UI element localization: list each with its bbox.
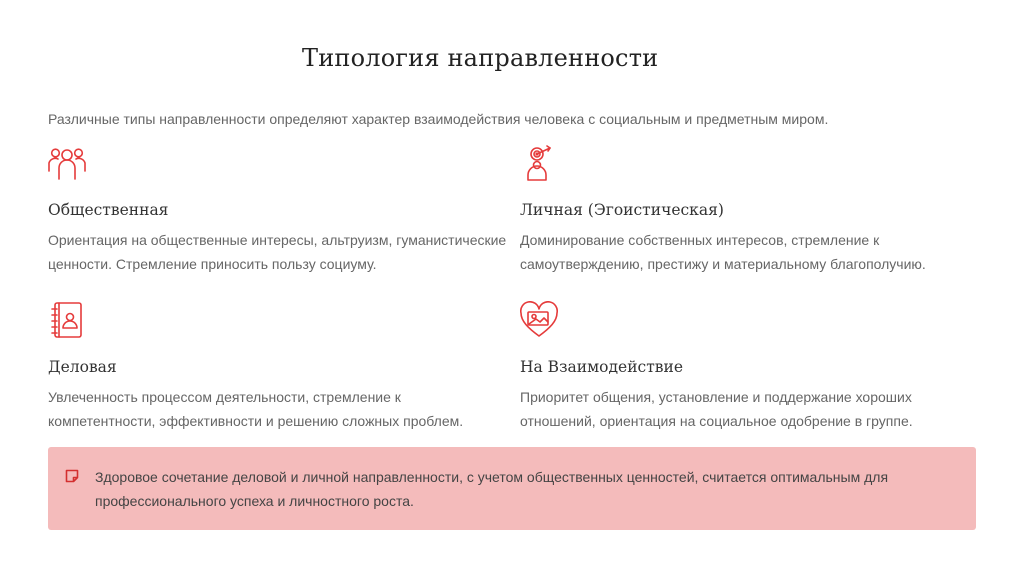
contact-book-icon <box>48 301 86 339</box>
card-text: Доминирование собственных интересов, стремление к самоутверждению, престижу и материальному благополучию. <box>520 232 926 272</box>
person-target-icon <box>520 144 558 182</box>
card-interaction <box>520 301 980 433</box>
highlight-note <box>48 447 976 530</box>
card-heading: Личная (Эгоистическая) <box>520 201 724 219</box>
card-business <box>48 301 508 433</box>
card-social <box>48 144 508 276</box>
intro-text: Различные типы направленности определяют характер взаимодействия человека с социальным и предметным миром. <box>48 111 829 127</box>
sticky-note-icon <box>65 469 79 483</box>
card-heading: Общественная <box>48 201 169 219</box>
card-heading: Деловая <box>48 358 117 376</box>
card-text: Приоритет общения, установление и поддержание хороших отношений, ориентация на социальное одобрение в группе. <box>520 389 913 429</box>
card-text: Ориентация на общественные интересы, альтруизм, гуманистические ценности. Стремление приносить пользу социуму. <box>48 232 507 272</box>
card-heading: На Взаимодействие <box>520 358 684 376</box>
page-title: Типология направленности <box>302 44 659 72</box>
card-text: Увлеченность процессом деятельности, стремление к компетентности, эффективности и решению сложных проблем. <box>48 389 464 429</box>
note-text: Здоровое сочетание деловой и личной направленности, с учетом общественных ценностей, считается оптимальным для профессионального успеха и личностного роста. <box>95 469 889 509</box>
card-personal <box>520 144 980 276</box>
heart-photo-icon <box>520 301 558 339</box>
group-icon <box>48 144 86 182</box>
